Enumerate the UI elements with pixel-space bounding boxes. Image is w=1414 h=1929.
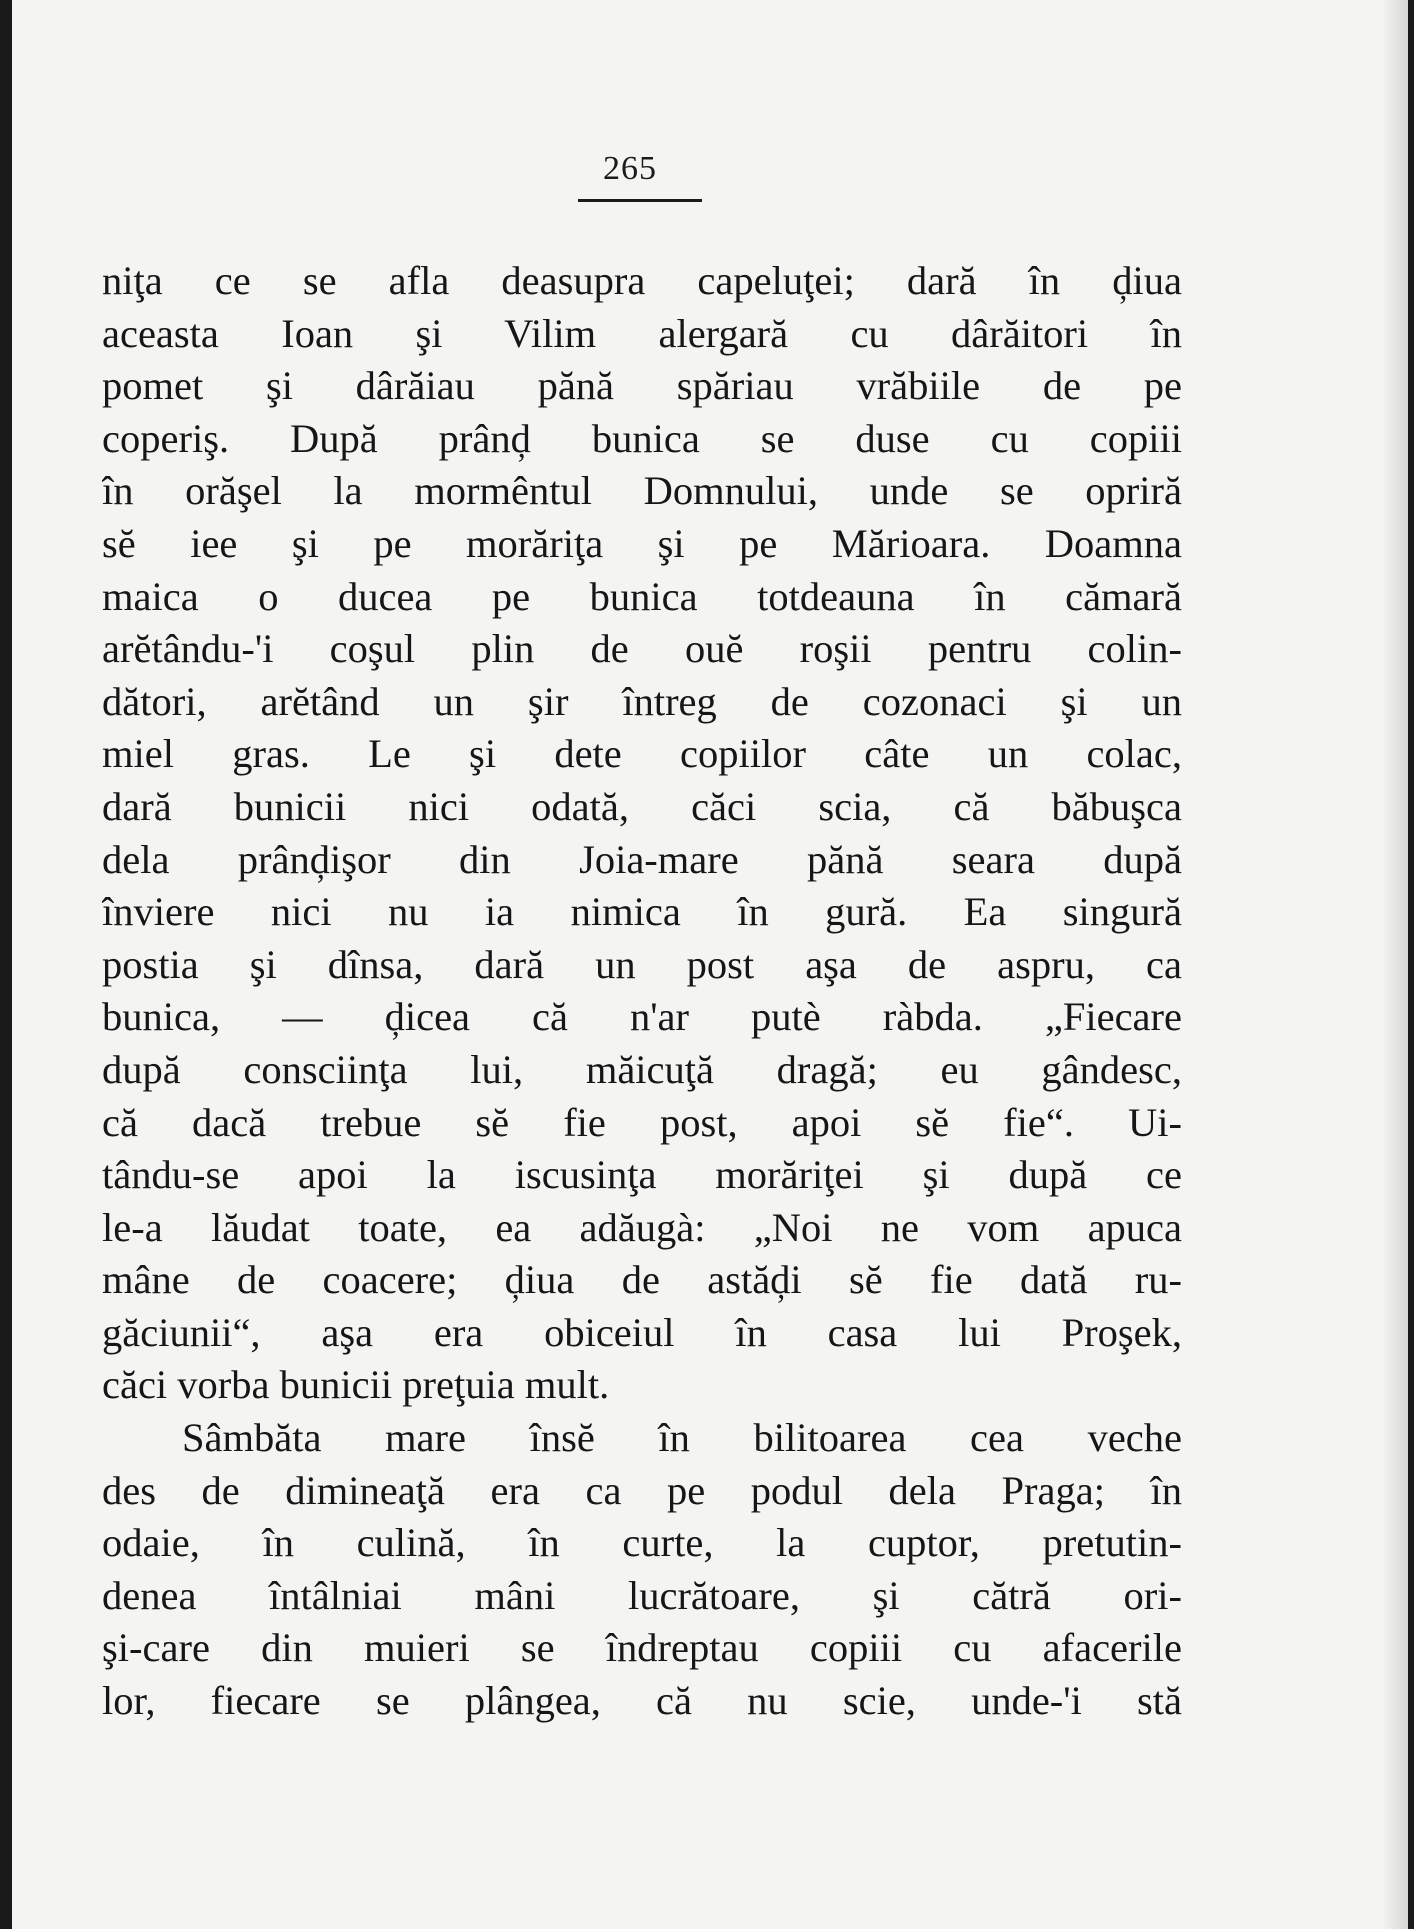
text-line: dară bunicii nici odată, căci scia, că băbuşca: [102, 783, 1182, 829]
text-line: pomet şi dârăiau pănă spăriau vrăbiile de pe: [102, 363, 1182, 409]
text-line: bunica, — ḑicea că n'ar putè ràbda. „Fiecare: [102, 994, 1182, 1040]
text-line: niţa ce se afla deasupra capeluţei; dară în ḑiua: [102, 258, 1182, 303]
page-number: 265: [603, 150, 657, 187]
text-line: denea întâlniai mâni lucrătoare, şi cătră ori-: [102, 1572, 1182, 1618]
text-line: tându-se apoi la iscusinţa morăriţei şi după ce: [102, 1152, 1182, 1198]
scan-left-edge: [0, 0, 12, 1929]
text-line: dători, arĕtând un şir întreg de cozonaci şi un: [102, 678, 1182, 724]
text-line: înviere nici nu ia nimica în gură. Ea singură: [102, 889, 1182, 935]
paragraph-first-line: Sâmbăta mare însĕ în bilitoarea cea veche: [182, 1415, 1182, 1461]
text-line: odaie, în culină, în curte, la cuptor, pretutin-: [102, 1520, 1182, 1566]
text-line: şi-care din muieri se îndreptau copiii cu afacerile: [102, 1625, 1182, 1671]
paragraph-last-line: căci vorba bunicii preţuia mult.: [102, 1362, 610, 1408]
text-line: coperiş. După prânḑ bunica se duse cu copiii: [102, 415, 1182, 461]
text-line: arĕtându-'i coşul plin de ouĕ roşii pentru colin-: [102, 626, 1182, 672]
text-line: sĕ iee şi pe morăriţa şi pe Mărioara. Doamna: [102, 520, 1182, 566]
text-line: aceasta Ioan şi Vilim alergară cu dârăitori în: [102, 310, 1182, 356]
text-line: în orăşel la mormêntul Domnului, unde se opriră: [102, 468, 1182, 514]
text-line: găciunii“, aşa era obiceiul în casa lui Proşek,: [102, 1309, 1182, 1355]
text-line: dela prânḑişor din Joia-mare pănă seara după: [102, 836, 1182, 882]
body-text: [102, 255, 1182, 1728]
text-line: maica o ducea pe bunica totdeauna în cămară: [102, 573, 1182, 619]
text-line: lor, fiecare se plângea, că nu scie, unde-'i stă: [102, 1678, 1182, 1724]
scan-right-shadow: [1382, 0, 1408, 1929]
text-line: după consciinţa lui, măicuţă dragă; eu gândesc,: [102, 1046, 1182, 1092]
text-line: că dacă trebue sĕ fie post, apoi sĕ fie“. Ui-: [102, 1099, 1182, 1145]
text-line: des de dimineaţă era ca pe podul dela Praga; în: [102, 1467, 1182, 1513]
text-line: postia şi dînsa, dară un post aşa de aspru, ca: [102, 941, 1182, 987]
text-line: miel gras. Le şi dete copiilor câte un colac,: [102, 731, 1182, 777]
page-number-underline: [578, 199, 702, 202]
text-line: mâne de coacere; ḑiua de astăḑi sĕ fie dată ru-: [102, 1257, 1182, 1303]
text-line: le-a lăudat toate, ea adăugà: „Noi ne vom apuca: [102, 1204, 1182, 1250]
scan-right-edge: [1408, 0, 1414, 1929]
